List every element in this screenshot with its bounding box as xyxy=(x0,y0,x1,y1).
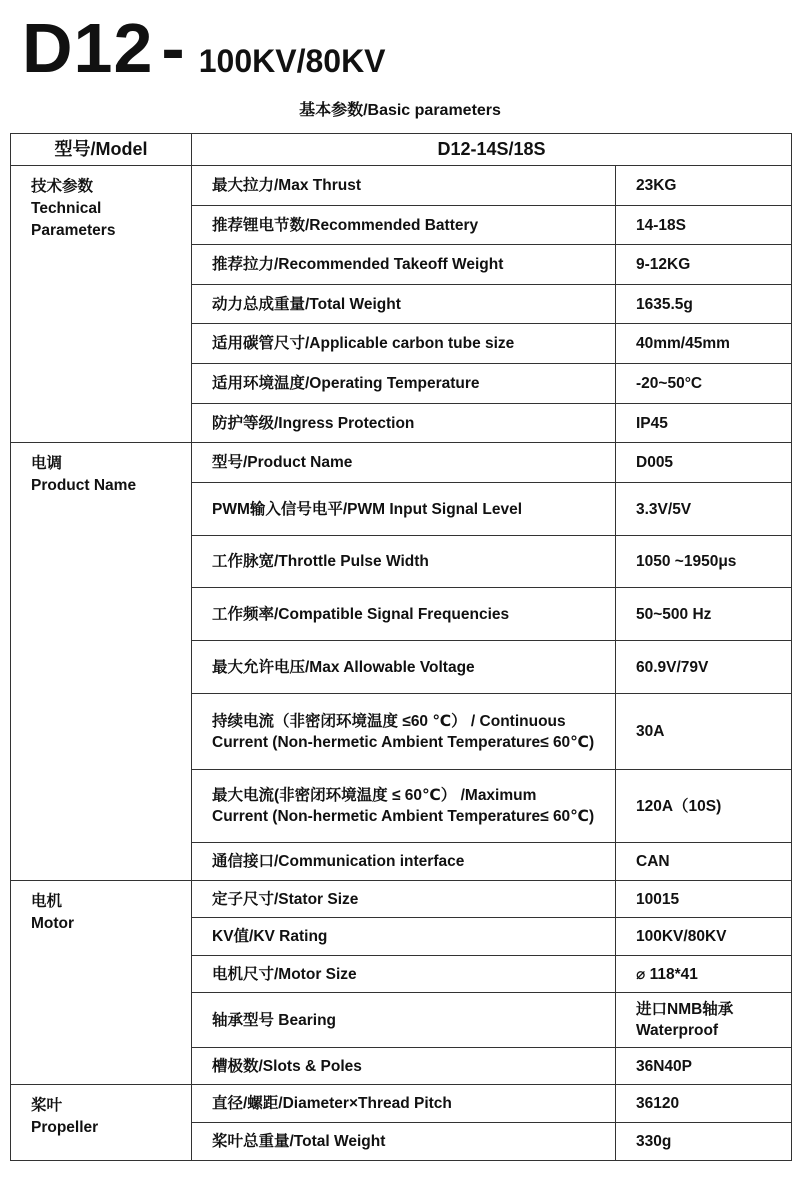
param-value: 14-18S xyxy=(616,206,792,245)
param-value: 10015 xyxy=(616,881,792,918)
group-name-en: Propeller xyxy=(31,1119,99,1136)
param-value: 100KV/80KV xyxy=(616,918,792,956)
group-name-en: Product Name xyxy=(31,477,137,494)
group-name-cn: 技术参数 xyxy=(31,178,94,195)
param-label: 适用碳管尺寸/Applicable carbon tube size xyxy=(192,324,616,364)
param-label: 工作脉宽/Throttle Pulse Width xyxy=(192,536,616,588)
title-dash: - xyxy=(161,9,185,87)
param-label: 通信接口/Communication interface xyxy=(192,843,616,881)
param-value: ⌀ 118*41 xyxy=(616,956,792,993)
group-name-cn: 电机 xyxy=(31,893,63,910)
param-label: 槽极数/Slots & Poles xyxy=(192,1048,616,1085)
param-value: 进口NMB轴承 Waterproof xyxy=(616,993,792,1048)
param-value: -20~50°C xyxy=(616,364,792,404)
param-label: 动力总成重量/Total Weight xyxy=(192,285,616,324)
param-label: 最大电流(非密闭环境温度 ≤ 60℃） /Maximum Current (Non-hermetic Ambient Temperature≤ 60℃) xyxy=(192,770,616,843)
param-label: 适用环境温度/Operating Temperature xyxy=(192,364,616,404)
param-label: 直径/螺距/Diameter×Thread Pitch xyxy=(192,1085,616,1123)
group-name-cell xyxy=(11,443,192,881)
param-label: 定子尺寸/Stator Size xyxy=(192,881,616,918)
group-name-cn: 电调 xyxy=(31,455,63,472)
group-name-cn: 桨叶 xyxy=(31,1097,63,1114)
model-label: 型号/Model xyxy=(11,134,192,166)
param-value: CAN xyxy=(616,843,792,881)
param-label: 防护等级/Ingress Protection xyxy=(192,404,616,443)
model-row xyxy=(11,134,792,166)
param-value: 40mm/45mm xyxy=(616,324,792,364)
param-value: 9-12KG xyxy=(616,245,792,285)
page-title xyxy=(22,8,386,88)
group-name-cell xyxy=(11,881,192,1085)
param-label: 推荐拉力/Recommended Takeoff Weight xyxy=(192,245,616,285)
model-code: D12 xyxy=(22,9,154,87)
param-label: 最大拉力/Max Thrust xyxy=(192,166,616,206)
param-value: 60.9V/79V xyxy=(616,641,792,694)
param-label: 轴承型号 Bearing xyxy=(192,993,616,1048)
param-value: 3.3V/5V xyxy=(616,483,792,536)
group-name-cell xyxy=(11,1085,192,1161)
param-value: 1050 ~1950μs xyxy=(616,536,792,588)
param-label: KV值/KV Rating xyxy=(192,918,616,956)
param-label: 最大允许电压/Max Allowable Voltage xyxy=(192,641,616,694)
section-subtitle: 基本参数/Basic parameters xyxy=(299,102,501,119)
spec-table xyxy=(10,133,792,1161)
param-value: 36N40P xyxy=(616,1048,792,1085)
param-value: 36120 xyxy=(616,1085,792,1123)
table-row xyxy=(11,443,792,483)
param-value: D005 xyxy=(616,443,792,483)
kv-rating-title: 100KV/80KV xyxy=(198,43,386,79)
param-label: 推荐锂电节数/Recommended Battery xyxy=(192,206,616,245)
param-label: 桨叶总重量/Total Weight xyxy=(192,1123,616,1161)
param-value: 30A xyxy=(616,694,792,770)
param-label: 持续电流（非密闭环境温度 ≤60 ℃） / Continuous Current (Non-hermetic Ambient Temperature≤ 60℃) xyxy=(192,694,616,770)
group-name-en: Motor xyxy=(31,915,75,932)
param-label: 工作频率/Compatible Signal Frequencies xyxy=(192,588,616,641)
model-value: D12-14S/18S xyxy=(192,134,792,166)
param-value: 23KG xyxy=(616,166,792,206)
param-label: PWM输入信号电平/PWM Input Signal Level xyxy=(192,483,616,536)
param-value: 330g xyxy=(616,1123,792,1161)
param-label: 电机尺寸/Motor Size xyxy=(192,956,616,993)
param-value: IP45 xyxy=(616,404,792,443)
table-row xyxy=(11,881,792,918)
group-name-en: Technical Parameters xyxy=(31,200,116,239)
table-row xyxy=(11,166,792,206)
table-row xyxy=(11,1085,792,1123)
group-name-cell xyxy=(11,166,192,443)
param-value: 50~500 Hz xyxy=(616,588,792,641)
param-value: 120A（10S) xyxy=(616,770,792,843)
param-value: 1635.5g xyxy=(616,285,792,324)
param-label: 型号/Product Name xyxy=(192,443,616,483)
